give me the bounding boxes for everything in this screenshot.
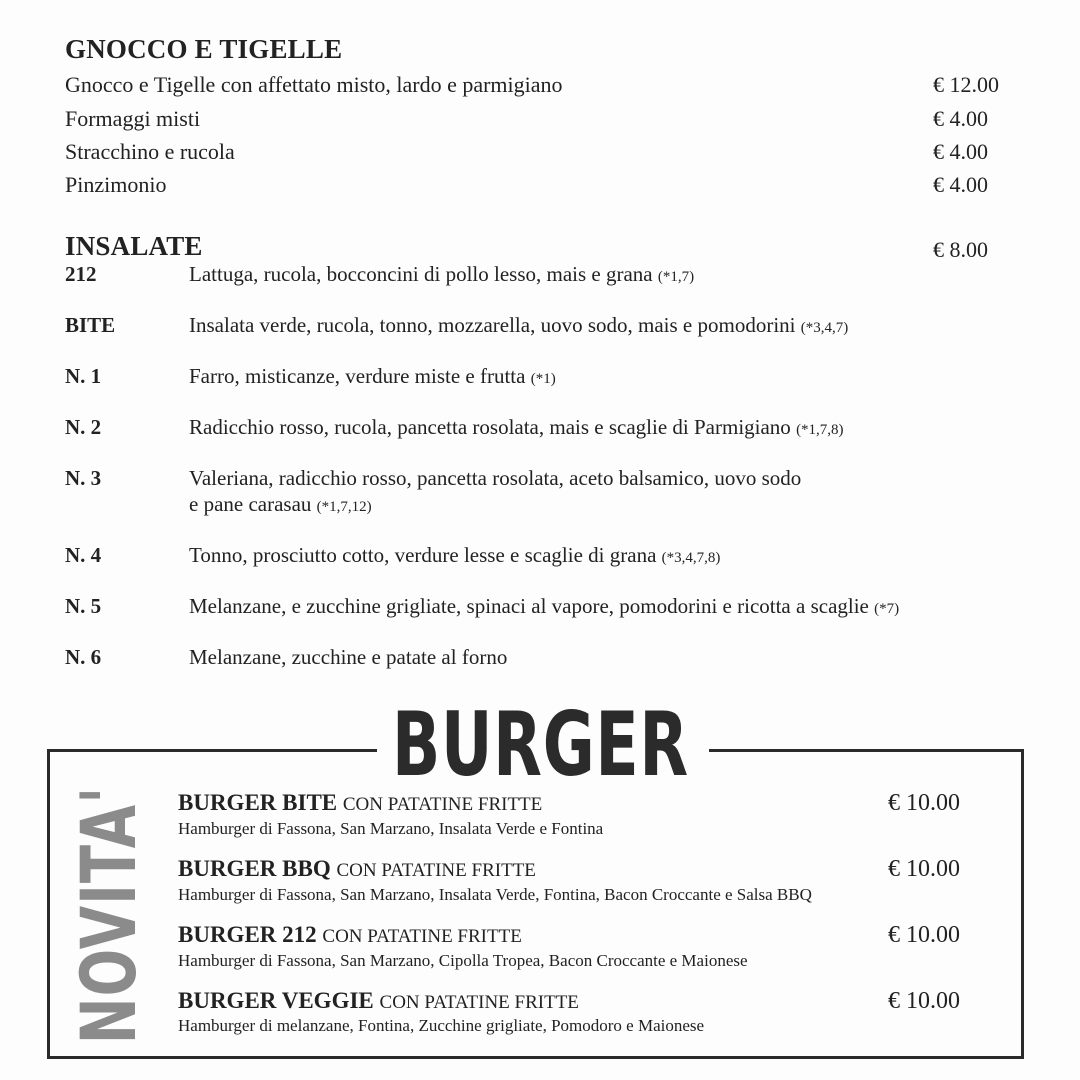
allergen-codes: (*3,4,7) [800, 320, 849, 336]
box-top-line-right [709, 749, 1024, 752]
salad-desc-continued: e pane carasau (*1,7,12) [189, 492, 372, 516]
burger-item-title: BURGER BBQ CON PATATINE FRITTE [178, 856, 536, 881]
menu-item-price: € 12.00 [933, 72, 999, 97]
burger-item-desc: Hamburger di melanzane, Fontina, Zucchine grigliate, Pomodoro e Maionese [178, 1016, 705, 1035]
allergen-codes: (*1,7,12) [316, 499, 372, 515]
burger-item-desc: Hamburger di Fassona, San Marzano, Insalata Verde e Fontina [178, 819, 604, 838]
allergen-codes: (*1,7,8) [796, 422, 844, 438]
salad-desc: Tonno, prosciutto cotto, verdure lesse e scaglie di grana (*3,4,7,8) [189, 543, 721, 567]
burger-item-price: € 10.00 [888, 922, 960, 948]
menu-item-price: € 4.00 [933, 172, 988, 197]
menu-item-name: Formaggi misti [65, 106, 201, 131]
menu-item-name: Pinzimonio [65, 172, 167, 197]
salad-desc: Lattuga, rucola, bocconcini di pollo lesso, mais e grana (*1,7) [189, 262, 695, 286]
salad-code: BITE [65, 313, 116, 337]
salad-code: 212 [65, 262, 97, 286]
salad-desc: Radicchio rosso, rucola, pancetta rosolata, mais e scaglie di Parmigiano (*1,7,8) [189, 415, 844, 439]
burger-logo: BURGER [392, 693, 689, 796]
menu-item-name: Gnocco e Tigelle con affettato misto, lardo e parmigiano [65, 72, 563, 97]
salad-desc: Farro, misticanze, verdure miste e frutta (*1) [189, 364, 556, 388]
novita-badge: NOVITA' [66, 785, 154, 1045]
burger-item-price: € 10.00 [888, 856, 960, 882]
allergen-codes: (*3,4,7,8) [661, 550, 721, 566]
salad-desc: Valeriana, radicchio rosso, pancetta rosolata, aceto balsamico, uovo sodo [189, 466, 802, 490]
menu-item-price: € 4.00 [933, 106, 988, 131]
burger-item-price: € 10.00 [888, 988, 960, 1014]
allergen-codes: (*7) [874, 601, 900, 617]
allergen-codes: (*1,7) [657, 269, 695, 285]
burger-item-title: BURGER BITE CON PATATINE FRITTE [178, 790, 543, 815]
menu-item-price: € 4.00 [933, 139, 988, 164]
salad-code: N. 5 [65, 594, 102, 618]
burger-item-desc: Hamburger di Fassona, San Marzano, Insalata Verde, Fontina, Bacon Croccante e Salsa BBQ [178, 885, 812, 904]
insalate-price: € 8.00 [933, 237, 988, 262]
salad-code: N. 1 [65, 364, 102, 388]
box-top-line-left [47, 749, 377, 752]
section-title-gnocco: GNOCCO E TIGELLE [65, 34, 343, 64]
salad-desc: Insalata verde, rucola, tonno, mozzarella, uovo sodo, mais e pomodorini (*3,4,7) [189, 313, 849, 337]
burger-item-title: BURGER VEGGIE CON PATATINE FRITTE [178, 988, 579, 1013]
salad-code: N. 2 [65, 415, 102, 439]
burger-item-title: BURGER 212 CON PATATINE FRITTE [178, 922, 522, 947]
salad-desc: Melanzane, e zucchine grigliate, spinaci al vapore, pomodorini e ricotta a scaglie (*7) [189, 594, 900, 618]
burger-item-price: € 10.00 [888, 790, 960, 816]
salad-code: N. 3 [65, 466, 102, 490]
salad-code: N. 4 [65, 543, 102, 567]
salad-code: N. 6 [65, 645, 102, 669]
salad-desc: Melanzane, zucchine e patate al forno [189, 645, 508, 669]
burger-item-desc: Hamburger di Fassona, San Marzano, Cipolla Tropea, Bacon Croccante e Maionese [178, 951, 748, 970]
menu-item-name: Stracchino e rucola [65, 139, 235, 164]
section-title-insalate: INSALATE [65, 231, 203, 261]
allergen-codes: (*1) [530, 371, 556, 387]
